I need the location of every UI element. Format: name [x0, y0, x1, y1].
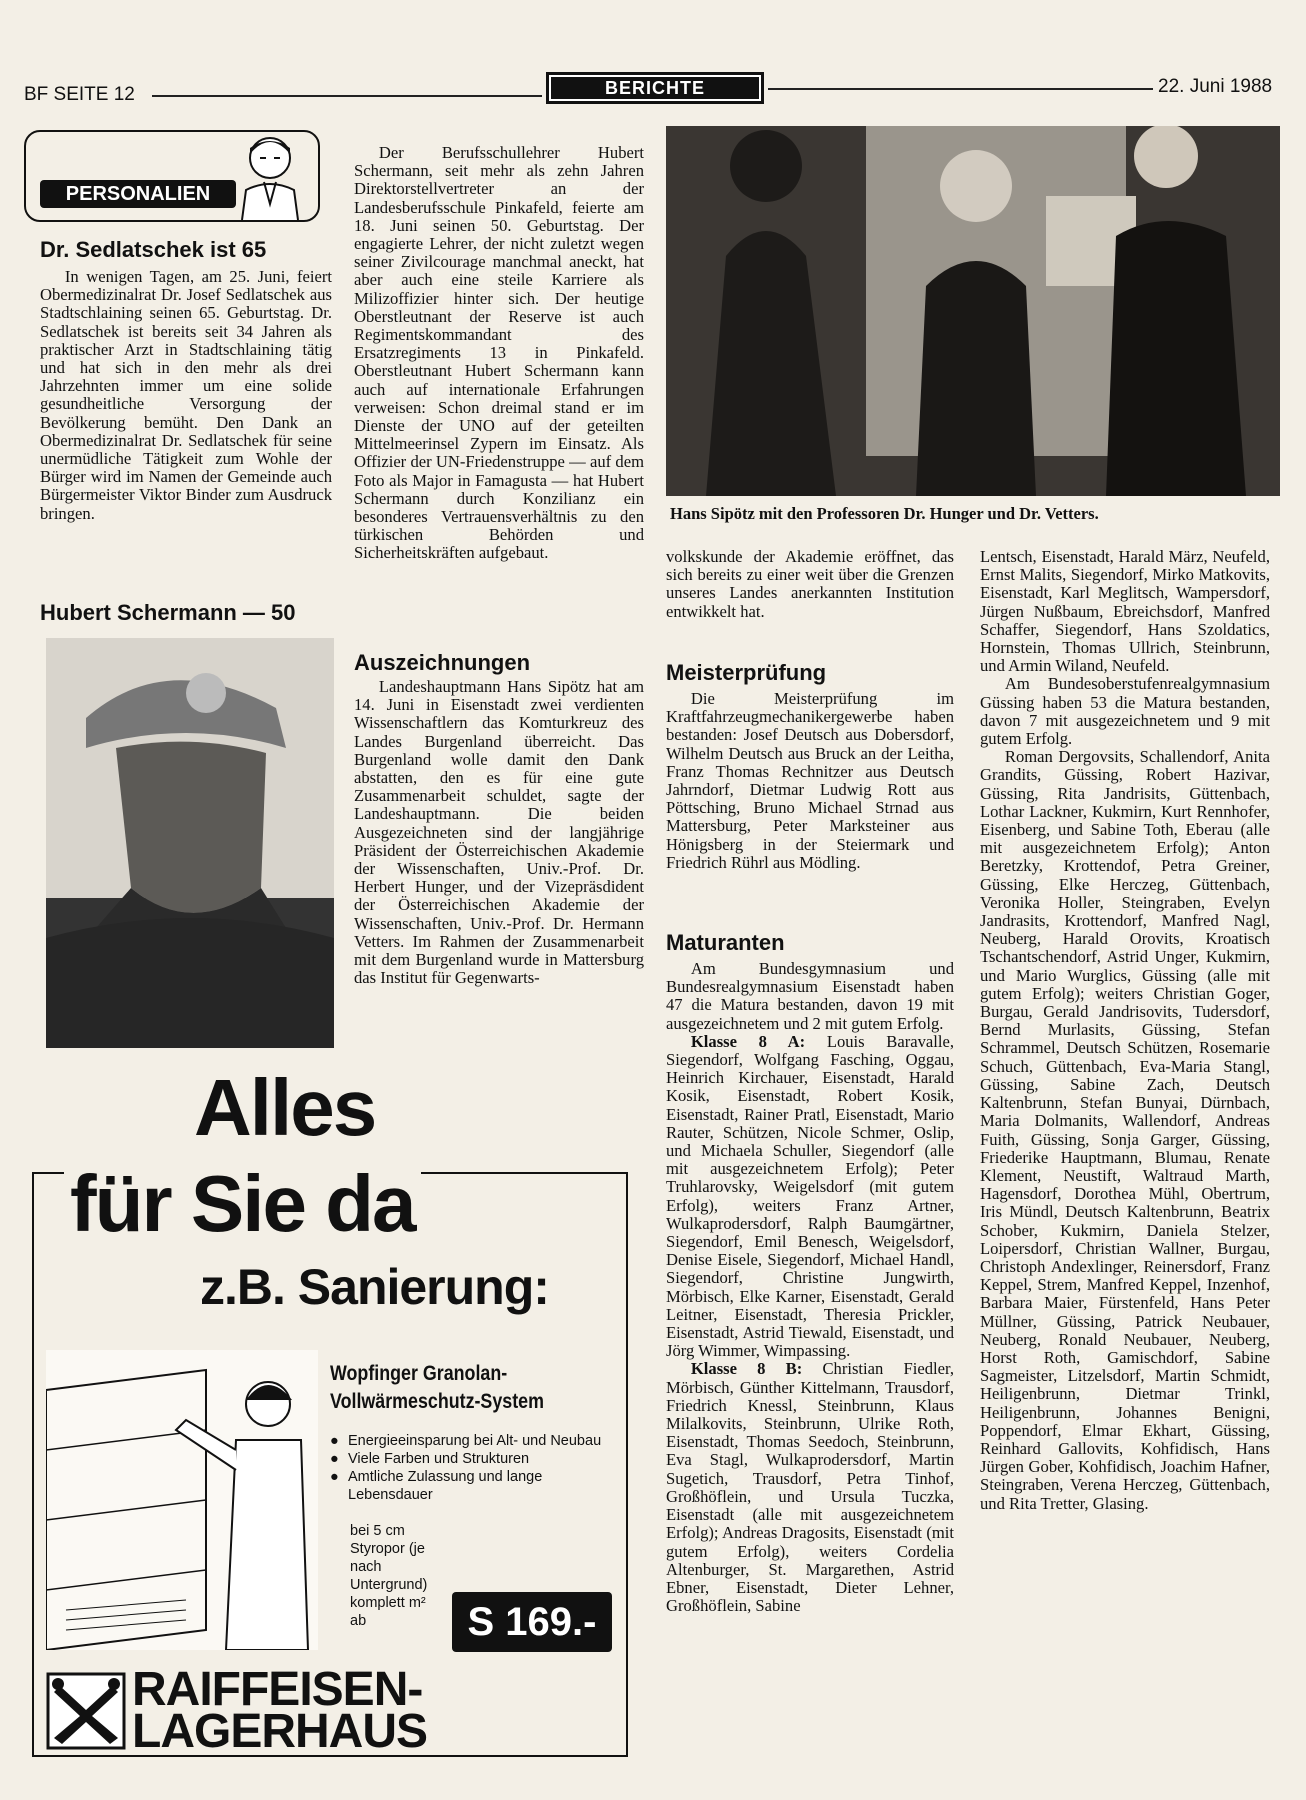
meisterpruefung-title: Meisterprüfung	[666, 660, 827, 685]
maturanten-body	[666, 960, 954, 1615]
portrait-illustration-icon	[236, 134, 306, 220]
maturanten-col4-a: Lentsch, Eisenstadt, Harald März, Neufeld, Ernst Malits, Siegendorf, Mirko Matkovits, Eisenstadt, Karl Meglitsch, Wampersdorf, Jürgen Nußbaum, Ebreichsdorf, Manfred Schaffer, Siegendorf, Hans Szoldatics, Hornstein, Thomas Ullrich, Steinbrunn, und Armin Wiland, Neufeld.	[980, 547, 1270, 676]
ad-price: S 169.-	[452, 1592, 612, 1652]
section-label-text: BERICHTE	[551, 77, 759, 99]
klasse-8b-text: Christian Fiedler, Mörbisch, Günther Kittelmann, Trausdorf, Friedrich Knessl, Steinbrunn, Klaus Milalkovits, Steinbrunn, Ulrike Roth, Eisenstadt, Thomas Seedoch, Steinbrunn, Eva Stagl, Wulkaprodersdorf, Martin Sugetich, Trausdorf, Petra Tinhof, Großhöflein, und Ursula Tuczka, Eisenstadt (alle mit ausgezeichnetem Erfolg); Andreas Dragosits, Eisenstadt (mit gutem Erfolg), weiters Cordelia Altenburger, St. Margarethen, Astrid Ebner, Eisenstadt, Dieter Lehner, Großhöflein, Sabine	[666, 1359, 954, 1616]
article-sedlatschek-text: In wenigen Tagen, am 25. Juni, feiert Obermedizinalrat Dr. Josef Sedlatschek aus Stadtschlaining seinen 65. Geburtstag. Dr. Sedlatschek ist bereits seit 34 Jahren als praktischer Arzt in Stadtschlaining tätig und hat sich in den mehr als drei Jahrzehnten immer um eine solide gesundheitliche Versorgung der Bevölkerung bemüht. Den Dank an Obermedizinalrat Dr. Sedlatschek für seine unermüdliche Tätigkeit zum Wohle der Bürger wird im Namen der Gemeinde auch Bürgermeister Viktor Binder zum Ausdruck bringen.	[40, 267, 332, 523]
page-number: BF SEITE 12	[24, 84, 135, 105]
maturanten-title: Maturanten	[666, 930, 785, 955]
photo-schermann	[46, 638, 334, 1048]
article-schermann-title: Hubert Schermann — 50	[40, 600, 296, 625]
ad-headline-2: für Sie da	[64, 1164, 421, 1244]
photo-award-ceremony	[666, 126, 1280, 496]
ad-brand-line-1: RAIFFEISEN-	[132, 1663, 423, 1716]
header-rule-left	[152, 95, 542, 97]
article-sedlatschek-body	[40, 268, 332, 523]
uniformed-man-photo-icon	[46, 638, 334, 1048]
maturanten-col4-b: Am Bundesoberstufenrealgymnasium Güssing haben 53 die Matura bestanden, davon 7 mit ausgezeichnetem und 9 mit gutem Erfolg.	[980, 674, 1270, 749]
issue-date: 22. Juni 1988	[1158, 76, 1273, 97]
klasse-8b-label: Klasse 8 B:	[690, 1359, 803, 1379]
ad-feature: ● Energieeinsparung bei Alt- und Neubau	[330, 1432, 620, 1450]
section-label	[546, 72, 764, 104]
ad-product-title: Wopfinger Granolan-Vollwärmeschutz-System	[330, 1362, 544, 1413]
meisterpruefung-body	[666, 690, 954, 872]
auszeichnungen-continued	[666, 548, 954, 621]
klasse-8a-text: Louis Baravalle, Siegendorf, Wolfgang Fasching, Oggau, Heinrich Kirchauer, Eisenstadt, Harald Kosik, Eisenstadt, Robert Kosik, Eisenstadt, Rainer Pratl, Eisenstadt, Mario Rauter, Schützen, Nicole Schmer, Oslip, und Michaela Schuller, Siegendorf (alle mit ausgezeichnetem Erfolg); Peter Truhlarovsky, Weigelsdorf (mit gutem Erfolg), weiters Franz Artner, Wulkaprodersdorf, Ralph Baumgärtner, Siegendorf, Emil Benesch, Weigelsdorf, Denise Eisele, Siegendorf, Michael Handl, Siegendorf, Christine Jungwirth, Mörbisch, Elke Karner, Eisenstadt, Gerald Leitner, Eisenstadt, Theresia Prickler, Eisenstadt, Astrid Tiewald, Eisenstadt, und Jörg Wimmer, Wimpassing.	[666, 1031, 954, 1361]
ad-price-note: bei 5 cm Styropor (je nach Untergrund) komplett m² ab	[350, 1523, 428, 1629]
auszeichnungen-text: Landeshauptmann Hans Sipötz hat am 14. Juni in Eisenstadt zwei verdienten Wissenschaftlern das Komturkreuz des Landes Burgenland überreicht. Das Burgenland wolle damit den Dank abstatten, den es für eine gute Zusammenarbeit schuldet, sagte der Landeshauptmann. Die beiden Ausgezeichneten sind der langjährige Präsident der Österreichischen Akademie der Wissenschaften, Univ.-Prof. Dr. Herbert Hunger, und der Vizepräsdident der Österreichischen Akademie der Wissenschaften, Univ.-Prof. Dr. Hermann Vetters. Im Rahmen der Zusammenarbeit mit dem Burgenland wurde in Mattersburg das Institut für Gegenwarts-	[354, 677, 644, 988]
worker-illustration-icon	[46, 1350, 318, 1650]
raiffeisen-logo-icon	[46, 1672, 126, 1750]
auszeichnungen-title: Auszeichnungen	[354, 650, 531, 675]
ad-block	[32, 1060, 632, 1760]
maturanten-continued	[980, 548, 1270, 1513]
ad-feature: ● Amtliche Zulassung und lange Lebensdauer	[330, 1468, 620, 1504]
auszeichnungen-body	[354, 678, 644, 987]
article-sedlatschek-title: Dr. Sedlatschek ist 65	[40, 237, 267, 262]
meisterpruefung-text: Die Meisterprüfung im Kraftfahrzeugmechanikergewerbe haben bestanden: Josef Deutsch aus Dobersdorf, Wilhelm Deutsch aus Bruck an der Leitha, Franz Thomas Rechnitzer aus Deutsch Jahrndorf, Dietmar Ludwig Rott aus Pöttsching, Bruno Michael Strnad aus Mattersburg, Peter Marksteiner aus Hönigsberg in der Steiermark und Friedrich Rührl aus Mödling.	[666, 689, 954, 872]
maturanten-col4-c: Roman Dergovsits, Schallendorf, Anita Grandits, Güssing, Robert Hazivar, Güssing, Rita Jandrisits, Güttenbach, Lothar Lackner, Kukmirn, Kurt Rennhofer, Eisenberg, und Sabine Toth, Eberau (alle mit ausgezeichnetem Erfolg); Anton Beretzky, Krottendof, Petra Greiner, Güssing, Elke Herczeg, Güttenbach, Veronika Holler, Steingraben, Evelyn Jandrasits, Krottendorf, Manfred Nagl, Neuberg, Harald Orovits, Kroatisch Tschantschendorf, Astrid Unger, Kukmirn, und Mario Wurglics, Güssing (alle mit gutem Erfolg); weiters Christian Goger, Burgau, Gerald Jandrisovits, Tudersdorf, Bernd Murlasits, Güssing, Stefan Schrammel, Deutsch Schützen, Rosemarie Schuch, Güttenbach, Eva-Maria Stangl, Güssing, Sabine Zach, Deutsch Kaltenbrunn, Stefan Bunyai, Dürnbach, Maria Dolmanits, Wallendorf, Andreas Fuith, Güssing, Sonja Garger, Güssing, Friederike Hauptmann, Blumau, Renate Klement, Neustift, Waltraud Marth, Hagensdorf, Dorothea Mühl, Obertrum, Iris Mündl, Deutsch Kaltenbrunn, Beatrix Schober, Kukmirn, Daniela Stelzer, Loipersdorf, Christian Wallner, Burgau, Christoph Andexlinger, Reinersdorf, Franz Keppel, Strem, Manfred Keppel, Inzenhof, Barbara Maier, Fürstenfeld, Hans Peter Müllner, Güssing, Patrick Neubauer, Neuberg, Ronald Neubauer, Neuberg, Horst Roth, Gamischdorf, Sabine Sagmeister, Litzelsdorf, Martin Schmidt, Heiligenbrunn, Dietmar Trinkl, Heiligenbrunn, Johannes Benigni, Poppendorf, Elmar Ekhart, Güssing, Reinhard Gallovits, Kohfidisch, Hans Jürgen Gober, Kohfidisch, Joachim Hafner, Steingraben, Verena Herczeg, Güttenbach, und Rita Tretter, Glasing.	[980, 747, 1270, 1513]
ad-brand-line-2: LAGERHAUS	[132, 1705, 428, 1758]
article-schermann-body	[354, 144, 644, 563]
ad-headline-1: Alles	[194, 1063, 376, 1152]
personalien-badge: PERSONALIEN	[40, 180, 236, 208]
header-rule-right	[768, 88, 1153, 90]
ad-feature-list	[330, 1432, 620, 1504]
ad-headline-3: z.B. Sanierung:	[200, 1259, 549, 1315]
klasse-8a-label: Klasse 8 A:	[690, 1031, 806, 1051]
photo-caption: Hans Sipötz mit den Professoren Dr. Hunger und Dr. Vetters.	[670, 504, 1099, 523]
ad-feature: ● Viele Farben und Strukturen	[330, 1450, 620, 1468]
three-men-photo-icon	[666, 126, 1280, 496]
maturanten-intro: Am Bundesgymnasium und Bundesrealgymnasium Eisenstadt haben 47 die Matura bestanden, davon 19 mit ausgezeichnetem und 2 mit gutem Erfolg.	[666, 959, 954, 1033]
article-schermann-text: Der Berufsschullehrer Hubert Schermann, seit mehr als zehn Jahren Direktorstellvertreter an der Landesberufsschule Pinkafeld, feierte am 18. Juni seinen 50. Geburtstag. Der engagierte Lehrer, der nicht zuletzt wegen seiner Zivilcourage manchmal aneckt, hat aber auch eine steile Karriere als Milizoffizier hinter sich. Der heutige Oberstleutnant der Reserve ist auch Regimentskommandant des Ersatzregiments 13 in Pinkafeld. Oberstleutnant Hubert Schermann kann auch auf internationale Erfahrungen verweisen: Schon dreimal stand er im Dienste der UNO auf der geteilten Mittelmeerinsel Zypern im Einsatz. Als Offizier der UN-Friedenstruppe — auf dem Foto als Major in Famagusta — hat Hubert Schermann durch Konzilianz ein besonderes Vertrauensverhältnis zu den türkischen Behörden und Sicherheitskräften aufgebaut.	[354, 143, 644, 563]
auszeichnungen-continued-text: volkskunde der Akademie eröffnet, das sich bereits zu einer weit über die Grenzen unseres Landes anerkannten Institution entwikkelt hat.	[666, 547, 954, 621]
